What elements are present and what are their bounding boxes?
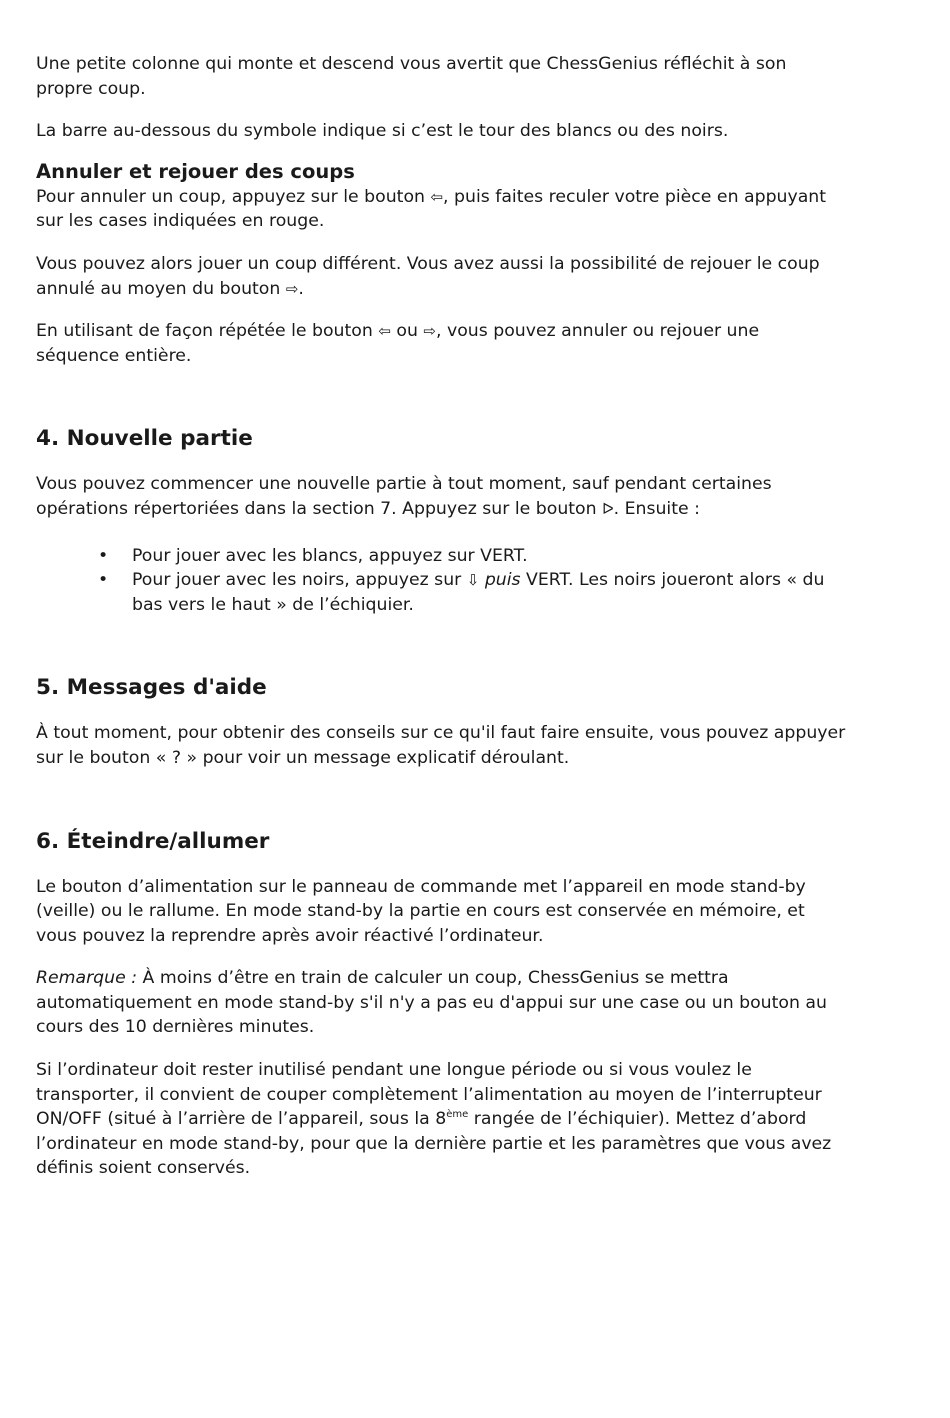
undo-heading: Annuler et rejouer des coups bbox=[36, 159, 355, 183]
new-game-list bbox=[36, 544, 846, 618]
section-6-heading: 6. Éteindre/allumer bbox=[36, 828, 270, 854]
power-remark-paragraph: Remarque : À moins d’être en train de calculer un coup, ChessGenius se mettra automatiquement en mode stand-by s'il n'y a pas eu d'appui sur une case ou un bouton au cours des 10 dernières minutes. bbox=[36, 968, 827, 1038]
list-item: • Pour jouer avec les blancs, appuyez sur VERT. bbox=[36, 544, 846, 569]
power-paragraph-3: Si l’ordinateur doit rester inutilisé pendant une longue période ou si vous voulez le transporter, il convient de couper complètement l’alimentation au moyen de l’interrupteur ON/OFF (situé à l’arrière de l’appareil, sous la 8ème rangée de l’échiquier). Mettez d’abord l’ordinateur en mode stand-by, pour que la dernière partie et les paramètres que vous avez définis soient conservés. bbox=[36, 1060, 832, 1179]
play-triangle-icon: ᐅ bbox=[602, 499, 614, 518]
document-page bbox=[36, 52, 846, 1181]
list-item: • Pour jouer avec les noirs, appuyez sur ⇩ puis VERT. Les noirs joueront alors « du bas vers le haut » de l’échiquier. bbox=[36, 568, 846, 617]
back-arrow-icon: ⇦ bbox=[378, 322, 391, 341]
section-5-heading: 5. Messages d'aide bbox=[36, 675, 267, 701]
undo-paragraph-1: Pour annuler un coup, appuyez sur le bouton ⇦, puis faites reculer votre pièce en appuyant sur les cases indiquées en rouge. bbox=[36, 186, 827, 232]
new-game-paragraph: Vous pouvez commencer une nouvelle partie à tout moment, sauf pendant certaines opérations répertoriées dans la section 7. Appuyez sur le bouton ᐅ. Ensuite : bbox=[36, 474, 772, 519]
power-paragraph-1: Le bouton d’alimentation sur le panneau de commande met l’appareil en mode stand-by (veille) ou le rallume. En mode stand-by la partie en cours est conservée en mémoire, et vous pouvez la reprendre après avoir réactivé l’ordinateur. bbox=[36, 876, 806, 946]
forward-arrow-icon: ⇨ bbox=[285, 279, 299, 298]
undo-paragraph-2: Vous pouvez alors jouer un coup différent. Vous avez aussi la possibilité de rejouer le coup annulé au moyen du bouton ⇨. bbox=[36, 253, 820, 299]
help-paragraph: À tout moment, pour obtenir des conseils sur ce qu'il faut faire ensuite, vous pouvez appuyer sur le bouton « ? » pour voir un message explicatif déroulant. bbox=[36, 723, 846, 768]
undo-paragraph-3: En utilisant de façon répétée le bouton ⇦ ou ⇨, vous pouvez annuler ou rejouer une séquence entière. bbox=[36, 321, 760, 366]
forward-arrow-icon: ⇨ bbox=[423, 322, 436, 341]
intro-paragraph-1: Une petite colonne qui monte et descend vous avertit que ChessGenius réfléchit à son propre coup. bbox=[36, 54, 787, 99]
intro-paragraph-2: La barre au-dessous du symbole indique si c’est le tour des blancs ou des noirs. bbox=[36, 121, 729, 142]
down-arrow-icon: ⇩ bbox=[466, 571, 480, 590]
section-4-heading: 4. Nouvelle partie bbox=[36, 426, 253, 452]
back-arrow-icon: ⇦ bbox=[430, 187, 444, 206]
